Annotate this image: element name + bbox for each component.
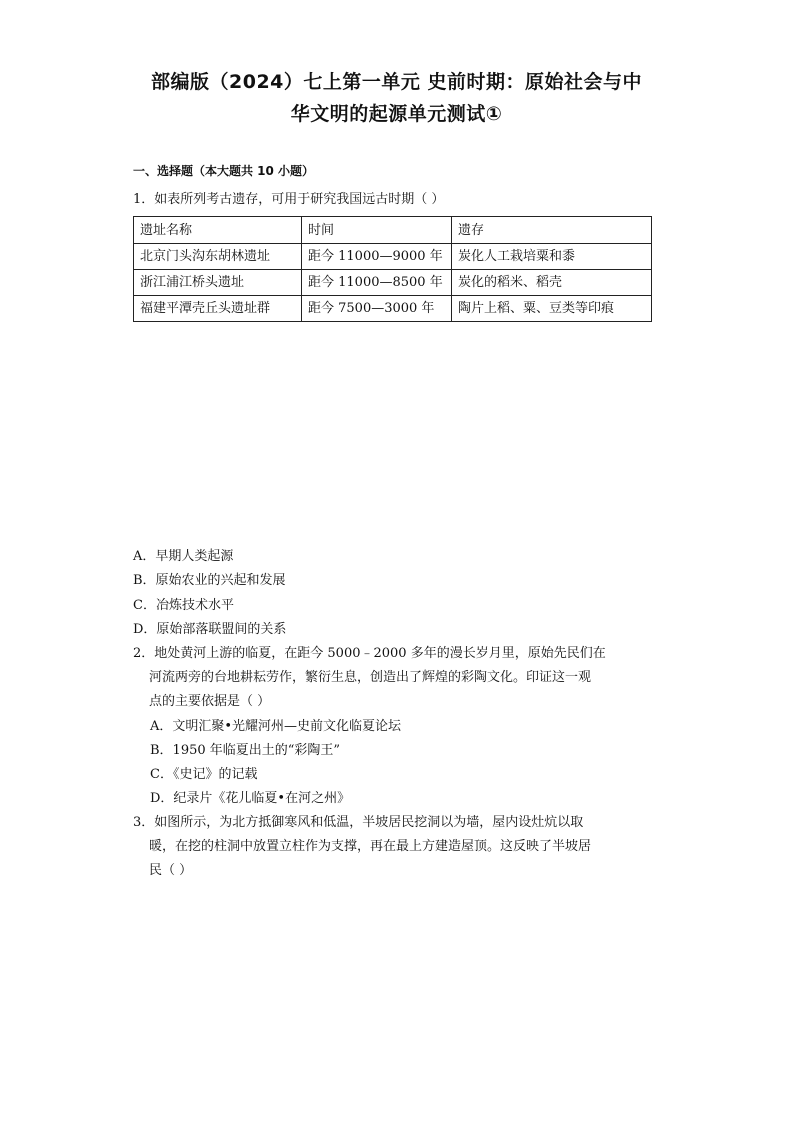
- q2-option-c: C．《史记》的记载: [150, 767, 258, 782]
- table-cell: 福建平潭壳丘头遗址群: [134, 296, 302, 322]
- table-cell: 距今 11000—9000 年: [302, 244, 452, 270]
- table-row: [134, 270, 652, 296]
- exam-title: [110, 66, 683, 130]
- q1-option-d: D．原始部落联盟间的关系: [133, 622, 287, 637]
- table-cell: 陶片上稻、粟、豆类等印痕: [452, 296, 652, 322]
- section-heading: 一、选择题（本大题共 10 小题）: [133, 164, 315, 178]
- table-cell: 距今 7500—3000 年: [302, 296, 452, 322]
- q3-stem-line-2: 暖，在挖的柱洞中放置立柱作为支撑，再在最上方建造屋顶。这反映了半坡居: [149, 839, 592, 854]
- q2-stem-line-1: 2．地处黄河上游的临夏，在距今 5000﹣2000 多年的漫长岁月里，原始先民们在: [133, 646, 606, 661]
- table-cell: 浙江浦江桥头遗址: [134, 270, 302, 296]
- title-line-1: 部编版（2024）七上第一单元 史前时期：原始社会与中: [151, 71, 642, 93]
- table-header-time: 时间: [302, 217, 452, 244]
- question-3-stem: [133, 811, 673, 883]
- table-cell: 北京门头沟东胡林遗址: [134, 244, 302, 270]
- relics-table: [133, 216, 652, 322]
- table-row: [134, 244, 652, 270]
- table-cell: 炭化的稻米、稻壳: [452, 270, 652, 296]
- q2-option-a: A．文明汇聚•光耀河州—史前文化临夏论坛: [150, 719, 402, 734]
- q2-option-d: D．纪录片《花儿临夏•在河之州》: [150, 791, 351, 806]
- table-row: [134, 296, 652, 322]
- q1-option-a: A．早期人类起源: [133, 549, 234, 564]
- table-cell: 炭化人工栽培粟和黍: [452, 244, 652, 270]
- q3-stem-line-3: 民（ ）: [149, 863, 193, 878]
- title-line-2: 华文明的起源单元测试①: [290, 103, 503, 125]
- q2-option-b: B．1950 年临夏出土的“彩陶王”: [150, 743, 341, 758]
- q2-stem-line-3: 点的主要依据是（ ）: [149, 694, 271, 709]
- table-header-remains: 遗存: [452, 217, 652, 244]
- table-header-row: [134, 217, 652, 244]
- table-header-site: 遗址名称: [134, 217, 302, 244]
- question-1-stem: 1．如表所列考古遗存，可用于研究我国远古时期（ ）: [133, 192, 445, 207]
- q3-stem-line-1: 3．如图所示，为北方抵御寒风和低温，半坡居民挖洞以为墙，屋内设灶炕以取: [133, 815, 584, 830]
- q1-option-b: B．原始农业的兴起和发展: [133, 573, 286, 588]
- q1-option-c: C．冶炼技术水平: [133, 598, 234, 613]
- table-cell: 距今 11000—8500 年: [302, 270, 452, 296]
- question-2-stem: [133, 642, 673, 714]
- q2-stem-line-2: 河流两旁的台地耕耘劳作，繁衍生息，创造出了辉煌的彩陶文化。印证这一观: [149, 670, 592, 685]
